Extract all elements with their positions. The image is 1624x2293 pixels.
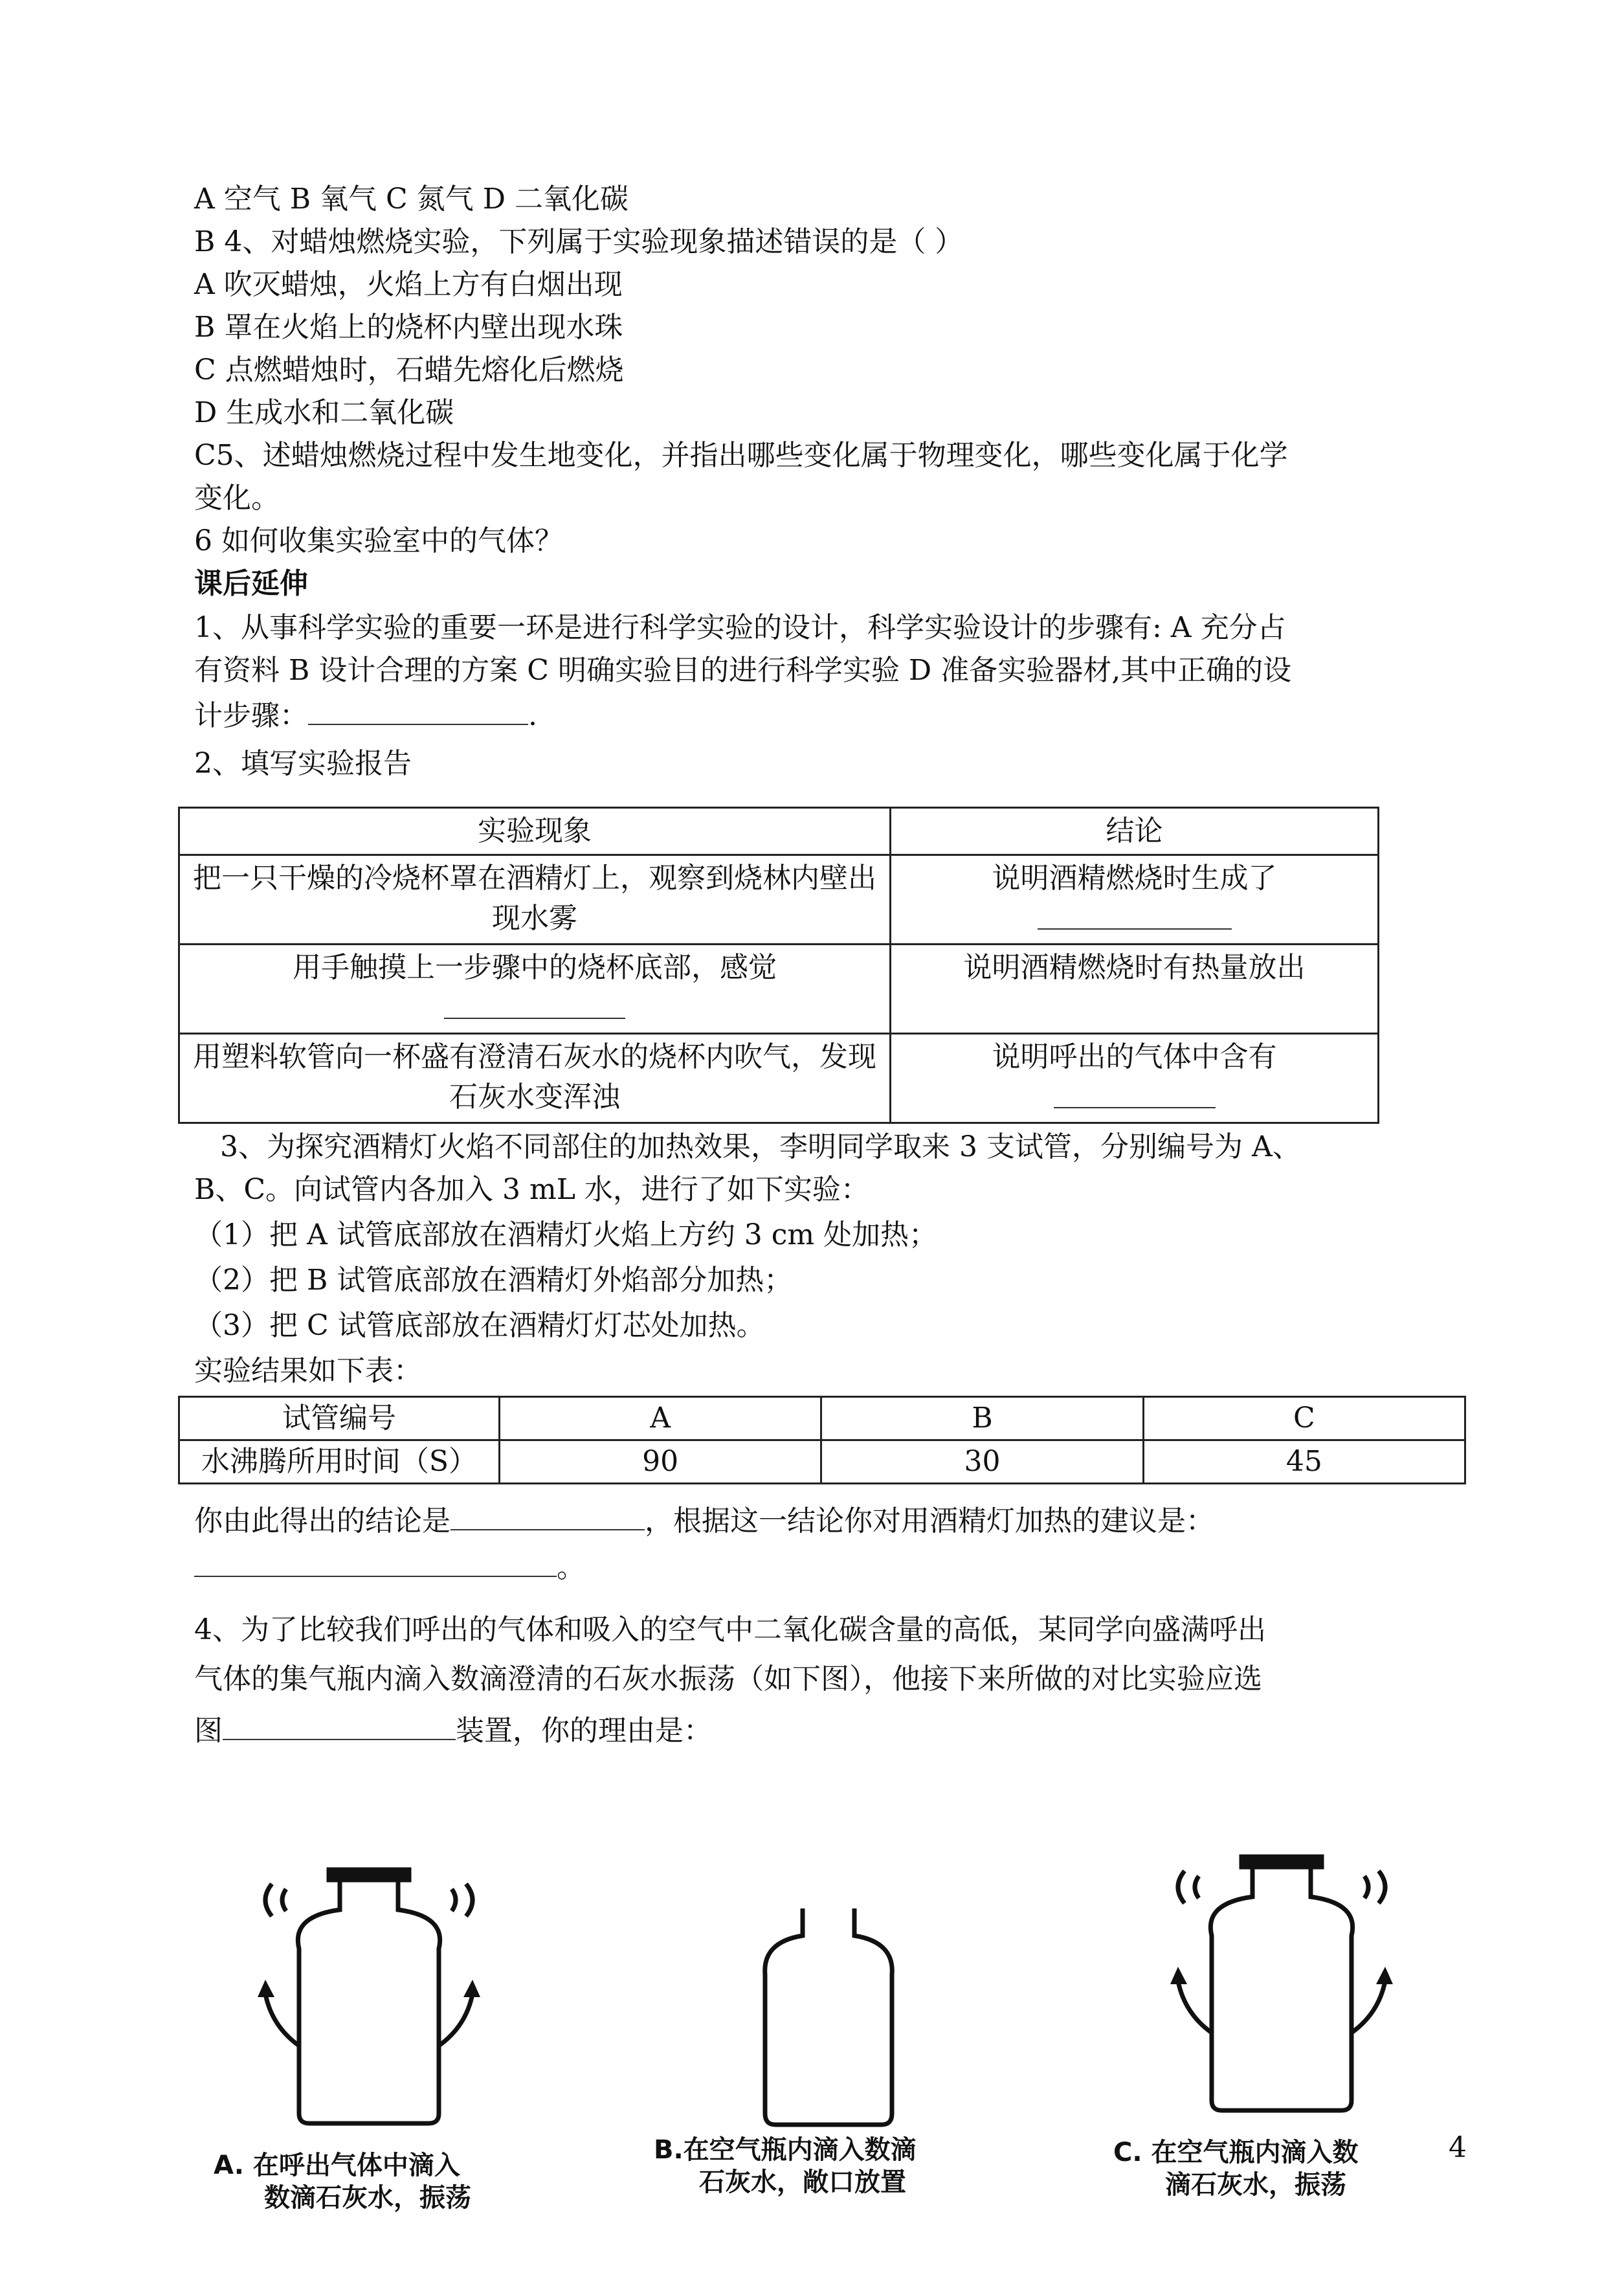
q4-stem: B 4、对蜡烛燃烧实验，下列属于实验现象描述错误的是（ ） [194,225,964,258]
ext-q3-result-intro: 实验结果如下表： [194,1354,422,1387]
table-row [179,1397,1465,1440]
table-row [179,855,1379,945]
ext-q2-stem: 2、填写实验报告 [194,747,412,780]
section-heading: 课后延伸 [194,567,308,600]
answer-blank[interactable] [1054,1077,1216,1108]
table-header: 结论 [891,808,1379,855]
ext-q1-line1: 1、从事科学实验的重要一环是进行科学实验的设计，科学实验设计的步骤有: A 充分占 [194,611,1286,644]
ext-q3-step2: （2）把 B 试管底部放在酒精灯外焰部分加热； [194,1264,793,1297]
answer-blank[interactable] [223,1709,456,1740]
q4-option-b: B 罩在火焰上的烧杯内壁出现水珠 [194,311,623,344]
q4-option-d: D 生成水和二氧化碳 [194,396,454,429]
q5-stem-cont: 变化。 [194,482,280,515]
table-header: B [821,1397,1143,1440]
table-cell: 把一只干燥的冷烧杯罩在酒精灯上，观察到烧林内壁出现水雾 [179,855,891,945]
table-row [179,1440,1465,1484]
answer-blank[interactable] [308,694,528,725]
result-table [178,1396,1466,1484]
bottle-c-figure [1159,1851,1405,2123]
table-cell: 说明酒精燃烧时有热量放出 [891,945,1379,1034]
ext-q4-line3 [194,1709,712,1751]
question-text: ，根据这一结论你对用酒精灯加热的建议是： [645,1504,1214,1538]
period: . [528,699,537,732]
bottle-b-figure [751,1903,906,2136]
question-text: 装置，你的理由是： [456,1714,712,1747]
table-header: A [500,1397,821,1440]
table-cell [891,855,1379,945]
q4-option-c: C 点燃蜡烛时，石蜡先熔化后燃烧 [194,353,624,386]
table-header: 试管编号 [179,1397,500,1440]
report-table [178,807,1379,1124]
ext-q3-line2: B、C。向试管内各加入 3 mL 水，进行了如下实验： [194,1173,869,1206]
ext-q3-step1: （1）把 A 试管底部放在酒精灯火焰上方约 3 cm 处加热； [194,1218,938,1251]
caption-line: 数滴石灰水，振荡 [264,2183,471,2213]
caption-line: B.在空气瓶内滴入数滴 [654,2135,917,2165]
ext-q3-line1: 3、为探究酒精灯火焰不同部住的加热效果，李明同学取来 3 支试管，分别编号为 A、 [220,1130,1301,1163]
caption-line: C. 在空气瓶内滴入数 [1113,2138,1359,2167]
table-row [179,1034,1379,1123]
ext-q1-label: 计步骤： [194,699,308,732]
question-text: 你由此得出的结论是 [194,1504,450,1538]
q3-options: A 空气 B 氧气 C 氮气 D 二氧化碳 [194,183,628,216]
figure-a-caption [214,2149,471,2214]
table-cell: 水沸腾所用时间（S） [179,1440,500,1484]
conclusion-text: 说明呼出的气体中含有 [992,1040,1277,1073]
answer-blank[interactable] [450,1499,645,1530]
ext-q1-line3 [194,694,537,735]
table-cell [179,945,891,1034]
stopper-icon [1241,1857,1322,1867]
caption-line: A. 在呼出气体中滴入 [214,2151,460,2180]
caption-line: 石灰水，敞口放置 [699,2167,906,2197]
q5-stem: C5、述蜡烛燃烧过程中发生地变化，并指出哪些变化属于物理变化，哪些变化属于化学 [194,439,1288,472]
q4-option-a: A 吹灭蜡烛，火焰上方有白烟出现 [194,268,623,301]
page-mark: 4 [1449,2131,1467,2164]
table-cell: 30 [821,1440,1143,1484]
question-text: 图 [194,1714,223,1747]
ext-q3-question [194,1499,1214,1541]
table-cell: 用塑料软管向一杯盛有澄清石灰水的烧杯内吹气，发现石灰水变浑浊 [179,1034,891,1123]
phenomenon-text: 用手触摸上一步骤中的烧杯底部，感觉 [293,951,777,984]
table-cell: 90 [500,1440,821,1484]
stopper-icon [329,1870,409,1880]
conclusion-text: 说明酒精燃烧时生成了 [992,862,1277,895]
ext-q1-line2: 有资料 B 设计合理的方案 C 明确实验目的进行科学实验 D 准备实验器材,其中正确的设 [194,654,1292,687]
table-row [179,808,1379,855]
ext-q3-step3: （3）把 C 试管底部放在酒精灯灯芯处加热。 [194,1309,765,1342]
table-header: C [1143,1397,1465,1440]
table-header: 实验现象 [179,808,891,855]
table-row [179,945,1379,1034]
table-cell: 45 [1143,1440,1465,1484]
figure-c-caption [1113,2136,1358,2201]
answer-blank[interactable] [444,988,625,1019]
ext-q4-line1: 4、为了比较我们呼出的气体和吸入的空气中二氧化碳含量的高低，某同学向盛满呼出 [194,1613,1266,1646]
period: 。 [557,1551,585,1584]
caption-line: 滴石灰水，振荡 [1165,2170,1346,2200]
answer-blank[interactable] [194,1546,557,1577]
bottle-a-figure [246,1864,492,2136]
ext-q3-question-cont [194,1546,585,1587]
q6-stem: 6 如何收集实验室中的气体？ [194,524,563,557]
answer-blank[interactable] [1038,899,1232,930]
figure-b-caption [654,2134,917,2198]
ext-q4-line2: 气体的集气瓶内滴入数滴澄清的石灰水振荡（如下图），他接下来所做的对比实验应选 [194,1662,1262,1695]
table-cell [891,1034,1379,1123]
